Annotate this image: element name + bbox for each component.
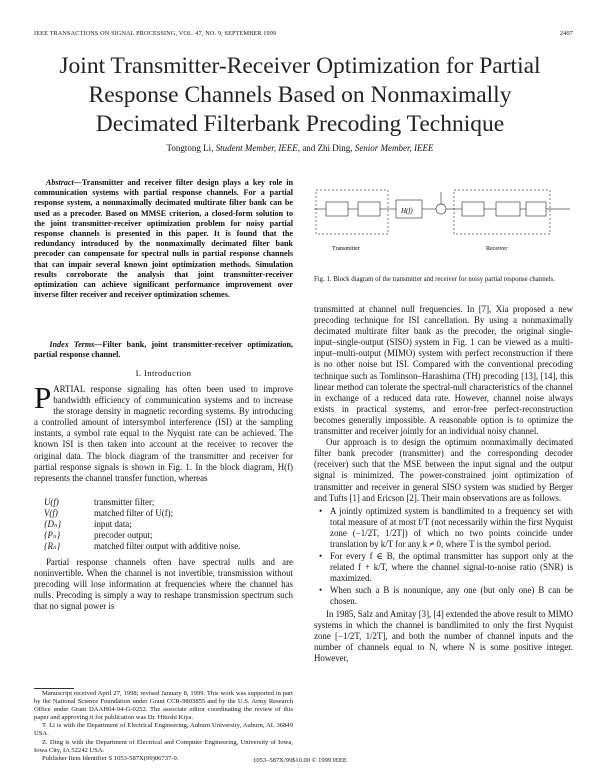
footnote-affiliation-2: Z. Ding is with the Department of Electrical and Computer Engineering, University of Iowa, Iowa City, IA 52242 USA. [34, 738, 293, 754]
definition-symbol: {Pₙ} [44, 530, 61, 541]
author-1-role: Student Member, IEEE, [215, 143, 301, 153]
definition-text: transmitter filter; [94, 497, 155, 507]
matched-filter-block [462, 202, 484, 216]
definition-symbol: V(f) [44, 508, 58, 519]
running-header: IEEE TRANSACTIONS ON SIGNAL PROCESSING, VOL. 47, NO. 9, SEPTEMBER 1999 [34, 30, 277, 37]
definition-text: matched filter output with additive noise. [94, 541, 241, 552]
author-2-role: Senior Member, IEEE [354, 143, 434, 153]
right-column-text [314, 304, 573, 664]
right-paragraph-1: transmitted at channel null frequencies. In [7], Xia proposed a new precoding technique for ISI cancellation. By using a nonmaximally decimated multirate filter bank as the precoder, the original single-input–single-output (SISO) system in Fig. 1 can be viewed as a multi-input–multi-output (MIMO) system with perfect reconstruction if there is no other noise but ISI. Compared with the conventional precoding technique such as Tomlinson–Harashima (TH) precoding [13], [14], this linear method can tolerate the spectral-null characteristics of the channel in exchange of a reduced data rate. However, channel noise always exists in practical systems, and error-free perfect-reconstruction becomes generally impossible. A reasonable option is to optimize the transmitter and receiver jointly for an individual noisy channel. [314, 304, 573, 437]
dropcap: P [34, 380, 52, 415]
definition-item [34, 519, 293, 530]
section-heading: I. Introduction [135, 368, 192, 378]
transmitter-filter-block [358, 202, 380, 216]
page-number: 2407 [560, 30, 573, 37]
definition-item [34, 541, 293, 552]
figure-block-diagram [314, 178, 573, 270]
footnote-rule [34, 688, 74, 689]
figure-caption: Fig. 1. Block diagram of the transmitter and receiver for noisy partial response channels. [314, 276, 555, 283]
definition-symbol: U(f) [44, 497, 59, 507]
definition-text: matched filter of U(f); [94, 508, 174, 519]
intro-text-1: ARTIAL response signaling has often been used to improve bandwidth efficiency of communication systems and to increase the storage density in magnetic recording systems. By introducing a controlled amount of intersymbol interference (ISI) at the sampling instants, a symbol rate equal to the Nyquist rate can be achieved. The known ISI is then taken into account at the receiver to recover the original data. The block diagram of the transmitter and receiver for partial response signals is shown in Fig. 1. In the block diagram, H(f) represents the channel transfer function, whereas [34, 384, 293, 483]
title-line-2: Response Channels Based on Nonmaximally [88, 82, 512, 108]
title-line-1: Joint Transmitter-Receiver Optimization for Partial [59, 53, 541, 79]
noise-adder [436, 204, 446, 214]
copyright-footer: 1053–587X/99$10.00 © 1999 IEEE [253, 757, 347, 764]
observation-item: • When such a B is nonunique, any one (but only one) B can be chosen. [314, 585, 573, 607]
definition-text: input data; [94, 519, 132, 530]
precoder-block [326, 202, 348, 216]
definition-item [34, 497, 293, 508]
right-paragraph-3: In 1985, Salz and Amitay [3], [4] extended the above result to MIMO systems in which the channel is bandlimited to only the first Nyquist zone [−1/2T, 1/2T], and both the number of channel inputs and the number of channels equal to N, where N is some positive integer. However, [314, 608, 573, 663]
definition-item [34, 508, 293, 519]
observation-list [314, 506, 573, 608]
abstract-label: Abstract— [45, 178, 82, 187]
title-line-3: Decimated Filterbank Precoding Technique [95, 111, 505, 137]
decoder-block [526, 202, 546, 216]
block-diagram-svg [314, 178, 573, 270]
author-1-name: Tongtong Li, [166, 143, 214, 153]
receiver-label: Receiver [486, 246, 508, 252]
observation-item: • A jointly optimized system is bandlimited to a frequency set with total measure of at most f/T (not necessarily within the first Nyquist zone (−1/2T, 1/2T]) of which no two points coincide under translation by k/T for any k ≠ 0, where T is the symbol period. [314, 506, 573, 550]
footnote [34, 690, 293, 763]
channel-label: H(f) [401, 207, 413, 215]
sampler-block [496, 202, 520, 216]
definition-symbol: {Rₙ} [44, 541, 61, 552]
author-and: and [302, 143, 316, 153]
observation-item: • For every f ∈ B, the optimal transmitter has support only at the related f + k/T, where the channel signal-to-noise ratio (SNR) is maximized. [314, 551, 573, 584]
intro-text-2: Partial response channels often have spectral nulls and are noninvertible. When the channel is not invertible, transmission without precoding will lose information at frequencies where the channel has nulls. Precoding is simply a way to reshape transmission spectrum such that no signal power is [34, 557, 293, 612]
index-terms-label: Index Terms— [49, 340, 103, 349]
abstract [34, 178, 293, 300]
transmitter-label: Transmitter [332, 246, 360, 252]
footnote-publisher-id: Publisher Item Identifier S 1053-587X(99)06737-9. [42, 754, 179, 762]
definition-item [34, 530, 293, 541]
footnote-affiliation-1: T. Li is with the Department of Electrical Engineering, Auburn University, Auburn, AL 36849 USA. [34, 722, 293, 738]
author-2-name: Zhi Ding, [317, 143, 353, 153]
footnote-manuscript: Manuscript received April 27, 1998; revised January 8, 1999. This work was supported in part by the National Science Foundation under Grant CCR-9803855 and by the U.S. Army Research Office under Grant DAAH04-94-G-0252. The associate editor coordinating the review of this paper and approving it for publication was Dr. Hitoshi Kiya. [34, 690, 293, 722]
intro-paragraph-2 [34, 557, 293, 612]
definition-list [34, 497, 293, 552]
receiver-box [454, 190, 550, 234]
author-line [0, 143, 600, 153]
abstract-text: Transmitter and receiver filter design plays a key role in communication systems with partial response channels. For a partial response system, a nonmaximally decimated multirate filter bank can be used as a precoder. Based on MMSE criterion, a closed-form solution to the joint transmitter-receiver optimization problem for noisy partial response channels is presented in this paper. It is found that the redundancy introduced by the nonmaximally decimated filter bank precoder can compensate for spectral nulls in partial response channels that can impair several known joint optimization methods. Simulation results corroborate the analysis that joint transmitter-receiver optimization can achieve significant performance improvement over inverse filter receiver and receiver optimization schemes. [34, 178, 293, 300]
definition-text: precoder output; [94, 530, 153, 541]
intro-paragraph-1 [34, 380, 293, 484]
transmitter-box [316, 190, 388, 234]
index-terms [34, 340, 293, 360]
index-terms-text: Filter bank, joint transmitter-receiver optimization, partial response channel. [34, 340, 293, 360]
definition-symbol: {Dₙ} [44, 519, 62, 530]
paper-title [20, 52, 580, 139]
right-paragraph-2: Our approach is to design the optimum nonmaximally decimated filter bank precoder (transmitter) and the corresponding decoder (receiver) such that the MSE between the input signal and the output signal is minimized. The power-constrained joint optimization of transmitter and receiver in general SISO system was studied by Berger and Tufts [1] and Ericson [2]. Their main observations are as follows. [314, 437, 573, 503]
